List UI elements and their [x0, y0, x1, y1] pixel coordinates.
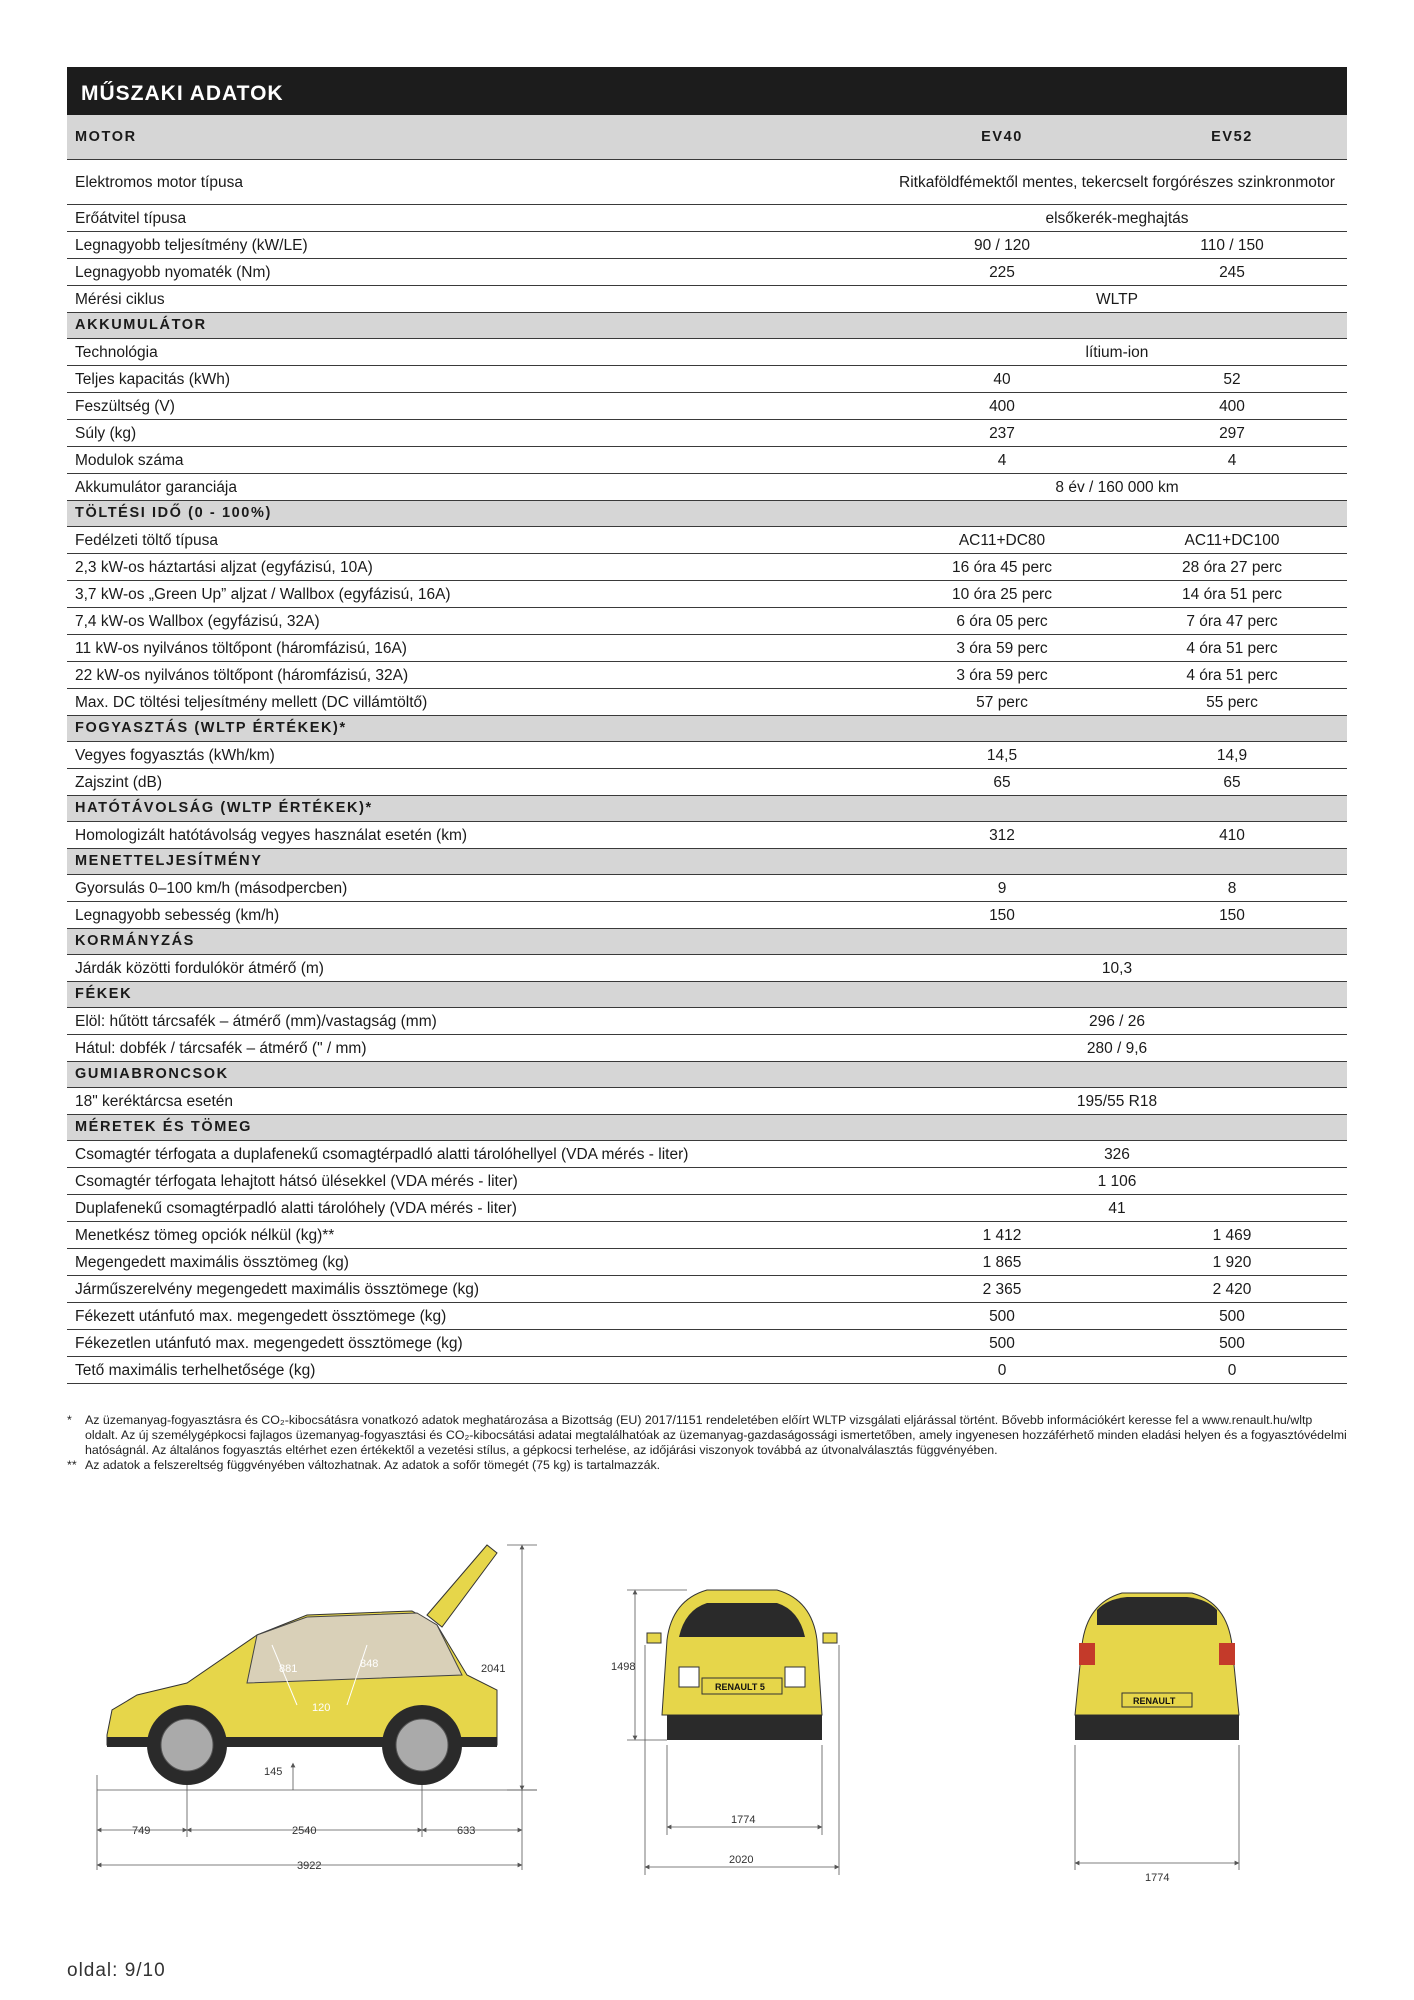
section-title: MOTOR [67, 115, 887, 160]
rear-overhang-label: 633 [457, 1825, 476, 1837]
length-label: 3922 [297, 1860, 322, 1872]
table-row [67, 1222, 1347, 1249]
row-value-ev40: 6 óra 05 perc [887, 608, 1117, 635]
table-row [67, 1008, 1347, 1035]
row-label: Elektromos motor típusa [67, 160, 887, 205]
row-label: 3,7 kW-os „Green Up” aljzat / Wallbox (egyfázisú, 16A) [67, 581, 887, 608]
row-value-ev40: 16 óra 45 perc [887, 554, 1117, 581]
row-value-ev52: 245 [1117, 259, 1347, 286]
row-label: Fékezetlen utánfutó max. megengedett össztömege (kg) [67, 1330, 887, 1357]
table-row [67, 1141, 1347, 1168]
dimension-drawings [67, 1515, 1347, 1910]
legroom-label: 120 [312, 1702, 331, 1714]
front-view-drawing [611, 1590, 839, 1875]
row-label: Vegyes fogyasztás (kWh/km) [67, 742, 887, 769]
table-row [67, 393, 1347, 420]
table-row [67, 447, 1347, 474]
row-value-ev40: 312 [887, 822, 1117, 849]
row-value-ev40: 500 [887, 1303, 1117, 1330]
row-value-ev40: 400 [887, 393, 1117, 420]
section-title: AKKUMULÁTOR [67, 313, 1347, 339]
table-row [67, 366, 1347, 393]
section-header [67, 849, 1347, 875]
row-value-ev40: 14,5 [887, 742, 1117, 769]
row-value-ev52: 4 óra 51 perc [1117, 662, 1347, 689]
row-label: Megengedett maximális össztömeg (kg) [67, 1249, 887, 1276]
row-label: Max. DC töltési teljesítmény mellett (DC villámtöltő) [67, 689, 887, 716]
row-label: Tető maximális terhelhetősége (kg) [67, 1357, 887, 1384]
row-value-ev40: 4 [887, 447, 1117, 474]
table-row [67, 1276, 1347, 1303]
row-value-ev52: 410 [1117, 822, 1347, 849]
ground-clearance-label: 145 [264, 1766, 283, 1778]
page-title: MŰSZAKI ADATOK [67, 67, 1347, 115]
row-value-ev52: 52 [1117, 366, 1347, 393]
table-row [67, 339, 1347, 366]
row-label: 11 kW-os nyilvános töltőpont (háromfázisú, 16A) [67, 635, 887, 662]
table-row [67, 875, 1347, 902]
row-label: Elöl: hűtött tárcsafék – átmérő (mm)/vastagság (mm) [67, 1008, 887, 1035]
row-label: Mérési ciklus [67, 286, 887, 313]
front-overhang-label: 749 [132, 1825, 151, 1837]
table-row [67, 742, 1347, 769]
row-label: Legnagyobb nyomaték (Nm) [67, 259, 887, 286]
row-value-ev52: 4 óra 51 perc [1117, 635, 1347, 662]
front-headroom-label: 881 [279, 1663, 298, 1675]
section-title: MÉRETEK ÉS TÖMEG [67, 1115, 1347, 1141]
table-row [67, 554, 1347, 581]
row-label: Gyorsulás 0–100 km/h (másodpercben) [67, 875, 887, 902]
row-value: 326 [887, 1141, 1347, 1168]
row-value-ev52: 1 920 [1117, 1249, 1347, 1276]
row-value: 1 106 [887, 1168, 1347, 1195]
row-value-ev40: 57 perc [887, 689, 1117, 716]
section-title: MENETTELJESÍTMÉNY [67, 849, 1347, 875]
table-row [67, 769, 1347, 796]
section-header [67, 313, 1347, 339]
row-value-ev52: 0 [1117, 1357, 1347, 1384]
row-value-ev52: 150 [1117, 902, 1347, 929]
row-label: Fedélzeti töltő típusa [67, 527, 887, 554]
section-title: TÖLTÉSI IDŐ (0 - 100%) [67, 501, 1347, 527]
table-row [67, 160, 1347, 205]
footnote-1: * Az üzemanyag-fogyasztásra és CO₂-kibocsátásra vonatkozó adatok meghatározása a Bizottság (EU) 2017/1151 rendeletében előírt WLTP vizsgálati eljárással történt. Bővebb információkért keresse fel a www.renault.hu/wltp oldalt. Az új személygépkocsi fajlagos üzemanyag-fogyasztási és CO₂-kibocsátási adatai megtalálhatóak az üzemanyag-gazdaságossági ismertetőben, amely ingyenesen hozzáférhető minden eladási helyen és a fogyasztóvédelmi hatóságnál. Az általános fogyasztás eltérhet ezen értékektől a vezetési stílus, a gépkocsi terhelése, az időjárási viszonyok továbbá az útvonalválasztás függvényében. [67, 1413, 1347, 1457]
row-label: Duplafenekű csomagtérpadló alatti tárolóhely (VDA mérés - liter) [67, 1195, 887, 1222]
row-label: Csomagtér térfogata a duplafenekű csomagtérpadló alatti tárolóhellyel (VDA mérés - liter) [67, 1141, 887, 1168]
row-label: Menetkész tömeg opciók nélkül (kg)** [67, 1222, 887, 1249]
row-label: 18" keréktárcsa esetén [67, 1088, 887, 1115]
row-value-ev52: 500 [1117, 1330, 1347, 1357]
table-row [67, 1249, 1347, 1276]
row-value-ev40: 1 865 [887, 1249, 1117, 1276]
row-value: WLTP [887, 286, 1347, 313]
row-value-ev40: 10 óra 25 perc [887, 581, 1117, 608]
row-value-ev52: 400 [1117, 393, 1347, 420]
row-value-ev52: 1 469 [1117, 1222, 1347, 1249]
rear-track-label: 1774 [1145, 1872, 1170, 1884]
row-label: Erőátvitel típusa [67, 205, 887, 232]
row-value-ev52: 500 [1117, 1303, 1347, 1330]
row-value: 41 [887, 1195, 1347, 1222]
row-value-ev52: 7 óra 47 perc [1117, 608, 1347, 635]
table-row [67, 1195, 1347, 1222]
table-row [67, 902, 1347, 929]
row-value-ev40: 90 / 120 [887, 232, 1117, 259]
front-height-label: 1498 [611, 1661, 636, 1673]
row-label: Járműszerelvény megengedett maximális össztömege (kg) [67, 1276, 887, 1303]
row-value-ev52: 14 óra 51 perc [1117, 581, 1347, 608]
row-label: Akkumulátor garanciája [67, 474, 887, 501]
row-value-ev40: 9 [887, 875, 1117, 902]
section-header [67, 501, 1347, 527]
row-label: 22 kW-os nyilvános töltőpont (háromfázisú, 32A) [67, 662, 887, 689]
table-row [67, 822, 1347, 849]
row-label: Legnagyobb sebesség (km/h) [67, 902, 887, 929]
table-row [67, 286, 1347, 313]
row-label: Homologizált hatótávolság vegyes használat esetén (km) [67, 822, 887, 849]
row-label: 2,3 kW-os háztartási aljzat (egyfázisú, 10A) [67, 554, 887, 581]
row-value-ev40: 150 [887, 902, 1117, 929]
table-row [67, 608, 1347, 635]
section-title: FÉKEK [67, 982, 1347, 1008]
row-value-ev40: 3 óra 59 perc [887, 662, 1117, 689]
section-header [67, 1062, 1347, 1088]
row-value: lítium-ion [887, 339, 1347, 366]
row-label: Hátul: dobfék / tárcsafék – átmérő (" / mm) [67, 1035, 887, 1062]
table-row [67, 420, 1347, 447]
row-value: 8 év / 160 000 km [887, 474, 1347, 501]
side-view-drawing [97, 1545, 537, 1872]
row-value-ev52: 110 / 150 [1117, 232, 1347, 259]
row-value-ev40: AC11+DC80 [887, 527, 1117, 554]
section-title: GUMIABRONCSOK [67, 1062, 1347, 1088]
row-value-ev52: 8 [1117, 875, 1347, 902]
section-header [67, 115, 1347, 160]
section-title: HATÓTÁVOLSÁG (WLTP ÉRTÉKEK)* [67, 796, 1347, 822]
spec-table [67, 115, 1347, 1384]
table-row [67, 1035, 1347, 1062]
table-row [67, 1088, 1347, 1115]
front-badge: RENAULT 5 [715, 1682, 765, 1692]
row-value-ev52: 65 [1117, 769, 1347, 796]
row-value-ev52: 297 [1117, 420, 1347, 447]
column-header-ev52: EV52 [1117, 115, 1347, 160]
row-value: 296 / 26 [887, 1008, 1347, 1035]
row-label: Feszültség (V) [67, 393, 887, 420]
rear-badge: RENAULT [1133, 1696, 1176, 1706]
table-row [67, 635, 1347, 662]
row-value: elsőkerék-meghajtás [887, 205, 1347, 232]
row-value-ev52: AC11+DC100 [1117, 527, 1347, 554]
row-label: 7,4 kW-os Wallbox (egyfázisú, 32A) [67, 608, 887, 635]
row-label: Súly (kg) [67, 420, 887, 447]
row-label: Fékezett utánfutó max. megengedett össztömege (kg) [67, 1303, 887, 1330]
rear-view-drawing [1075, 1593, 1239, 1884]
column-header-ev40: EV40 [887, 115, 1117, 160]
row-value: 195/55 R18 [887, 1088, 1347, 1115]
table-row [67, 232, 1347, 259]
table-row [67, 205, 1347, 232]
row-value-ev40: 500 [887, 1330, 1117, 1357]
section-header [67, 982, 1347, 1008]
row-label: Járdák közötti fordulókör átmérő (m) [67, 955, 887, 982]
table-row [67, 581, 1347, 608]
section-title: KORMÁNYZÁS [67, 929, 1347, 955]
table-row [67, 474, 1347, 501]
row-value-ev40: 2 365 [887, 1276, 1117, 1303]
table-row [67, 1303, 1347, 1330]
front-width-label: 2020 [729, 1854, 754, 1866]
row-value-ev52: 2 420 [1117, 1276, 1347, 1303]
row-value: 10,3 [887, 955, 1347, 982]
row-value-ev40: 40 [887, 366, 1117, 393]
row-value-ev40: 1 412 [887, 1222, 1117, 1249]
row-value: Ritkaföldfémektől mentes, tekercselt forgórészes szinkronmotor [887, 160, 1347, 205]
row-label: Modulok száma [67, 447, 887, 474]
row-value-ev52: 28 óra 27 perc [1117, 554, 1347, 581]
row-value-ev52: 4 [1117, 447, 1347, 474]
height-open-label: 2041 [481, 1663, 506, 1675]
row-label: Teljes kapacitás (kWh) [67, 366, 887, 393]
row-value: 280 / 9,6 [887, 1035, 1347, 1062]
rear-headroom-label: 848 [360, 1658, 379, 1670]
row-label: Technológia [67, 339, 887, 366]
table-row [67, 1330, 1347, 1357]
page-number: oldal: 9/10 [67, 1960, 166, 1981]
wheelbase-label: 2540 [292, 1825, 317, 1837]
section-header [67, 796, 1347, 822]
table-row [67, 259, 1347, 286]
row-value-ev40: 0 [887, 1357, 1117, 1384]
row-value-ev52: 55 perc [1117, 689, 1347, 716]
front-track-label: 1774 [731, 1814, 756, 1826]
footnote-2: ** Az adatok a felszereltség függvényében változhatnak. Az adatok a sofőr tömegét (75 kg) is tartalmazzák. [67, 1458, 661, 1472]
row-label: Legnagyobb teljesítmény (kW/LE) [67, 232, 887, 259]
table-row [67, 527, 1347, 554]
row-value-ev40: 3 óra 59 perc [887, 635, 1117, 662]
section-header [67, 1115, 1347, 1141]
row-label: Csomagtér térfogata lehajtott hátsó ülésekkel (VDA mérés - liter) [67, 1168, 887, 1195]
section-title: FOGYASZTÁS (WLTP ÉRTÉKEK)* [67, 716, 1347, 742]
table-row [67, 662, 1347, 689]
table-row [67, 955, 1347, 982]
row-value-ev40: 65 [887, 769, 1117, 796]
row-value-ev52: 14,9 [1117, 742, 1347, 769]
row-value-ev40: 237 [887, 420, 1117, 447]
section-header [67, 929, 1347, 955]
row-label: Zajszint (dB) [67, 769, 887, 796]
row-value-ev40: 225 [887, 259, 1117, 286]
section-header [67, 716, 1347, 742]
table-row [67, 1168, 1347, 1195]
table-row [67, 1357, 1347, 1384]
table-row [67, 689, 1347, 716]
footnotes [67, 1413, 1347, 1473]
